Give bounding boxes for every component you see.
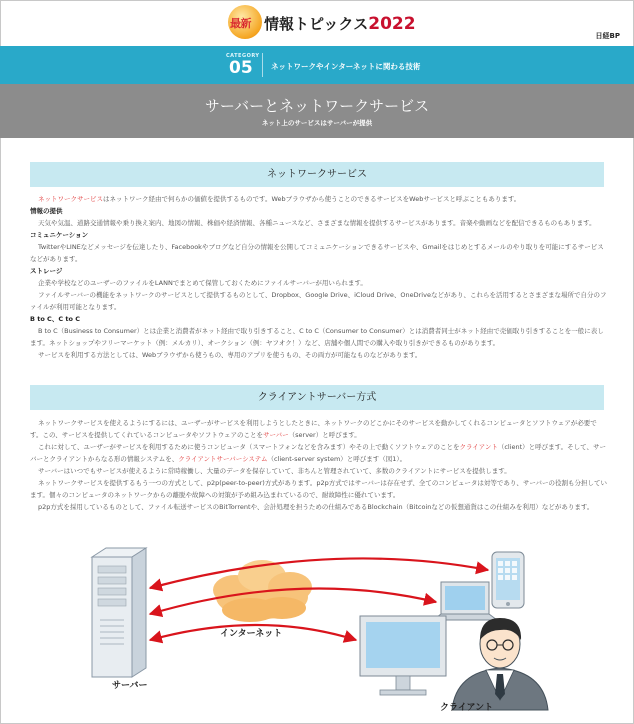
paragraph-server-role: サーバーはいつでもサービスが使えるように常時稼働し、大量のデータを保存していて、非ちんと管理されていて、多数のクライアントにサービスを提供します。	[38, 467, 511, 475]
publisher-name: 日経BP	[595, 32, 620, 40]
paragraph-info: 天気や気温、道路交通情報や乗り換え案内、地図の情報、株価や経済情報、各種ニュースなど、さまざまな情報を提供するサービスがあります。音楽や動画などを配信できるものもあります。	[38, 219, 596, 227]
client-server-diagram	[0, 540, 634, 724]
paragraph-client: これに対して、ユーザーがサービスを利用するために使うコンピュータ（スマートフォンなどを含みます）やその上で動くソフトウェアのことをクライアント（client）と呼びます。そして、サーバーとクライアントからなる形の情報システムを、クライアントサーバーシステム（client-server system）と呼びます（図1）。	[30, 443, 607, 463]
category-number: 05	[229, 58, 253, 78]
term-client: クライアント	[459, 443, 498, 451]
logo-badge: 最新	[230, 17, 251, 30]
category-divider	[262, 53, 263, 77]
logo-text: 情報トピックス	[264, 15, 369, 33]
paragraph-communication: TwitterやLINEなどメッセージを伝達したり、Facebookやブログなど自分の情報を公開してコミュニケーションできるサービスや、Gmailをはじめとするメールのやり取りを可能にするサービスなどがあります。	[30, 243, 604, 263]
section-heading-text: クライアントサーバー方式	[257, 392, 377, 403]
paragraph-intro	[30, 193, 608, 205]
subheading-info: 情報の提供	[30, 207, 63, 215]
section-body-network-services	[30, 193, 608, 361]
server-tower-icon	[92, 548, 146, 677]
laptop-icon	[433, 582, 497, 620]
page-title: サーバーとネットワークサービス	[204, 97, 430, 115]
subheading-storage: ストレージ	[30, 267, 63, 275]
paragraph-intro-text: はネットワーク経由で何らかの価値を提供するものです。Webブラウザから使うことのできるサービスをWebサービスと呼ぶこともあります。	[103, 195, 521, 203]
section-heading-client-server	[30, 385, 604, 410]
section-heading-network-services	[30, 162, 604, 187]
internet-label: インターネット	[220, 629, 283, 639]
diagram-svg	[0, 540, 634, 724]
server-label: サーバー	[112, 681, 148, 691]
section-body-client-server	[30, 417, 608, 513]
paragraph-usage: サービスを利用する方法としては、Webブラウザから使うもの、専用のアプリを使うもの、その両方が可能なものなどがあります。	[38, 351, 422, 359]
category-label: CATEGORY	[226, 53, 260, 59]
paragraph-p2p-examples: p2p方式を採用しているものとして、ファイル転送サービスのBitTorrentや、会計処理を担うための仕組みであるBlockchain（Bitcoinなどの仮想通貨はこの仕組みを利用）などがあります。	[38, 503, 594, 511]
term-client-server-system: クライアントサーバーシステム	[178, 455, 268, 463]
paragraph-server: ネットワークサービスを使えるようにするには、ユーザーがサービスを利用しようとしたときに、ネットワークのどこかにそのサービスを動かしてくれるコンピュータとソフトウェアが必要です。この、サービスを提供してくれているコンピュータやソフトウェアのことをサーバー（server）と呼びます。	[30, 419, 597, 439]
paragraph-storage-1: 企業や学校などのユーザーのファイルをLANNでまとめて保管しておくためにファイルサーバーが用いられます。	[38, 279, 367, 287]
logo-title	[264, 13, 416, 34]
user-person-icon	[452, 618, 548, 710]
smartphone-icon	[492, 552, 524, 608]
publication-logo	[228, 5, 416, 39]
term-server: サーバー	[262, 431, 289, 439]
paragraph-btoc: B to C（Business to Consumer）とは企業と消費者がネット経由で取り引きすること、C to C（Consumer to Consumer）とは消費者同士がネット経由で売価取り引きすることを一般に表します。ネットショップやフリーマーケット（例：メルカリ）、オークション（例：ヤフオク！）など、店舗や個人間での購入や取り引きができるものがあります。	[30, 327, 604, 347]
logo-year: 2022	[368, 14, 416, 34]
subheading-btoc: B to C、C to C	[30, 315, 80, 323]
page-subtitle: ネット上のサービスはサーバーが提供	[261, 119, 373, 127]
term-network-service: ネットワークサービス	[38, 195, 103, 203]
desktop-monitor-icon	[360, 616, 446, 695]
category-title: ネットワークやインターネットに関わる技術	[271, 62, 421, 71]
client-label: クライアント	[440, 703, 494, 713]
arrow-server-to-phone	[150, 558, 488, 588]
paragraph-p2p: ネットワークサービスを提供するもう一つの方式として、p2p(peer-to-peer)方式があります。p2p方式ではサーバーは存在せず、全てのコンピュータは対等であり、サーバーの役割も分担しています。個々のコンピュータのネットワークからの離脱や故障への対策が予め組み込まれているので、耐故障性に優れています。	[30, 479, 608, 499]
paragraph-storage-2: ファイルサーバーの機能をネットワークのサービスとして提供するものとして、Dropbox、Google Drive、iCloud Drive、OneDriveなどがあり、これらを活用するとさまざまな場所で自分のファイルが利用可能となります。	[30, 291, 607, 311]
subheading-communication: コミュニケーション	[30, 231, 89, 239]
section-heading-text: ネットワークサービス	[267, 169, 367, 180]
